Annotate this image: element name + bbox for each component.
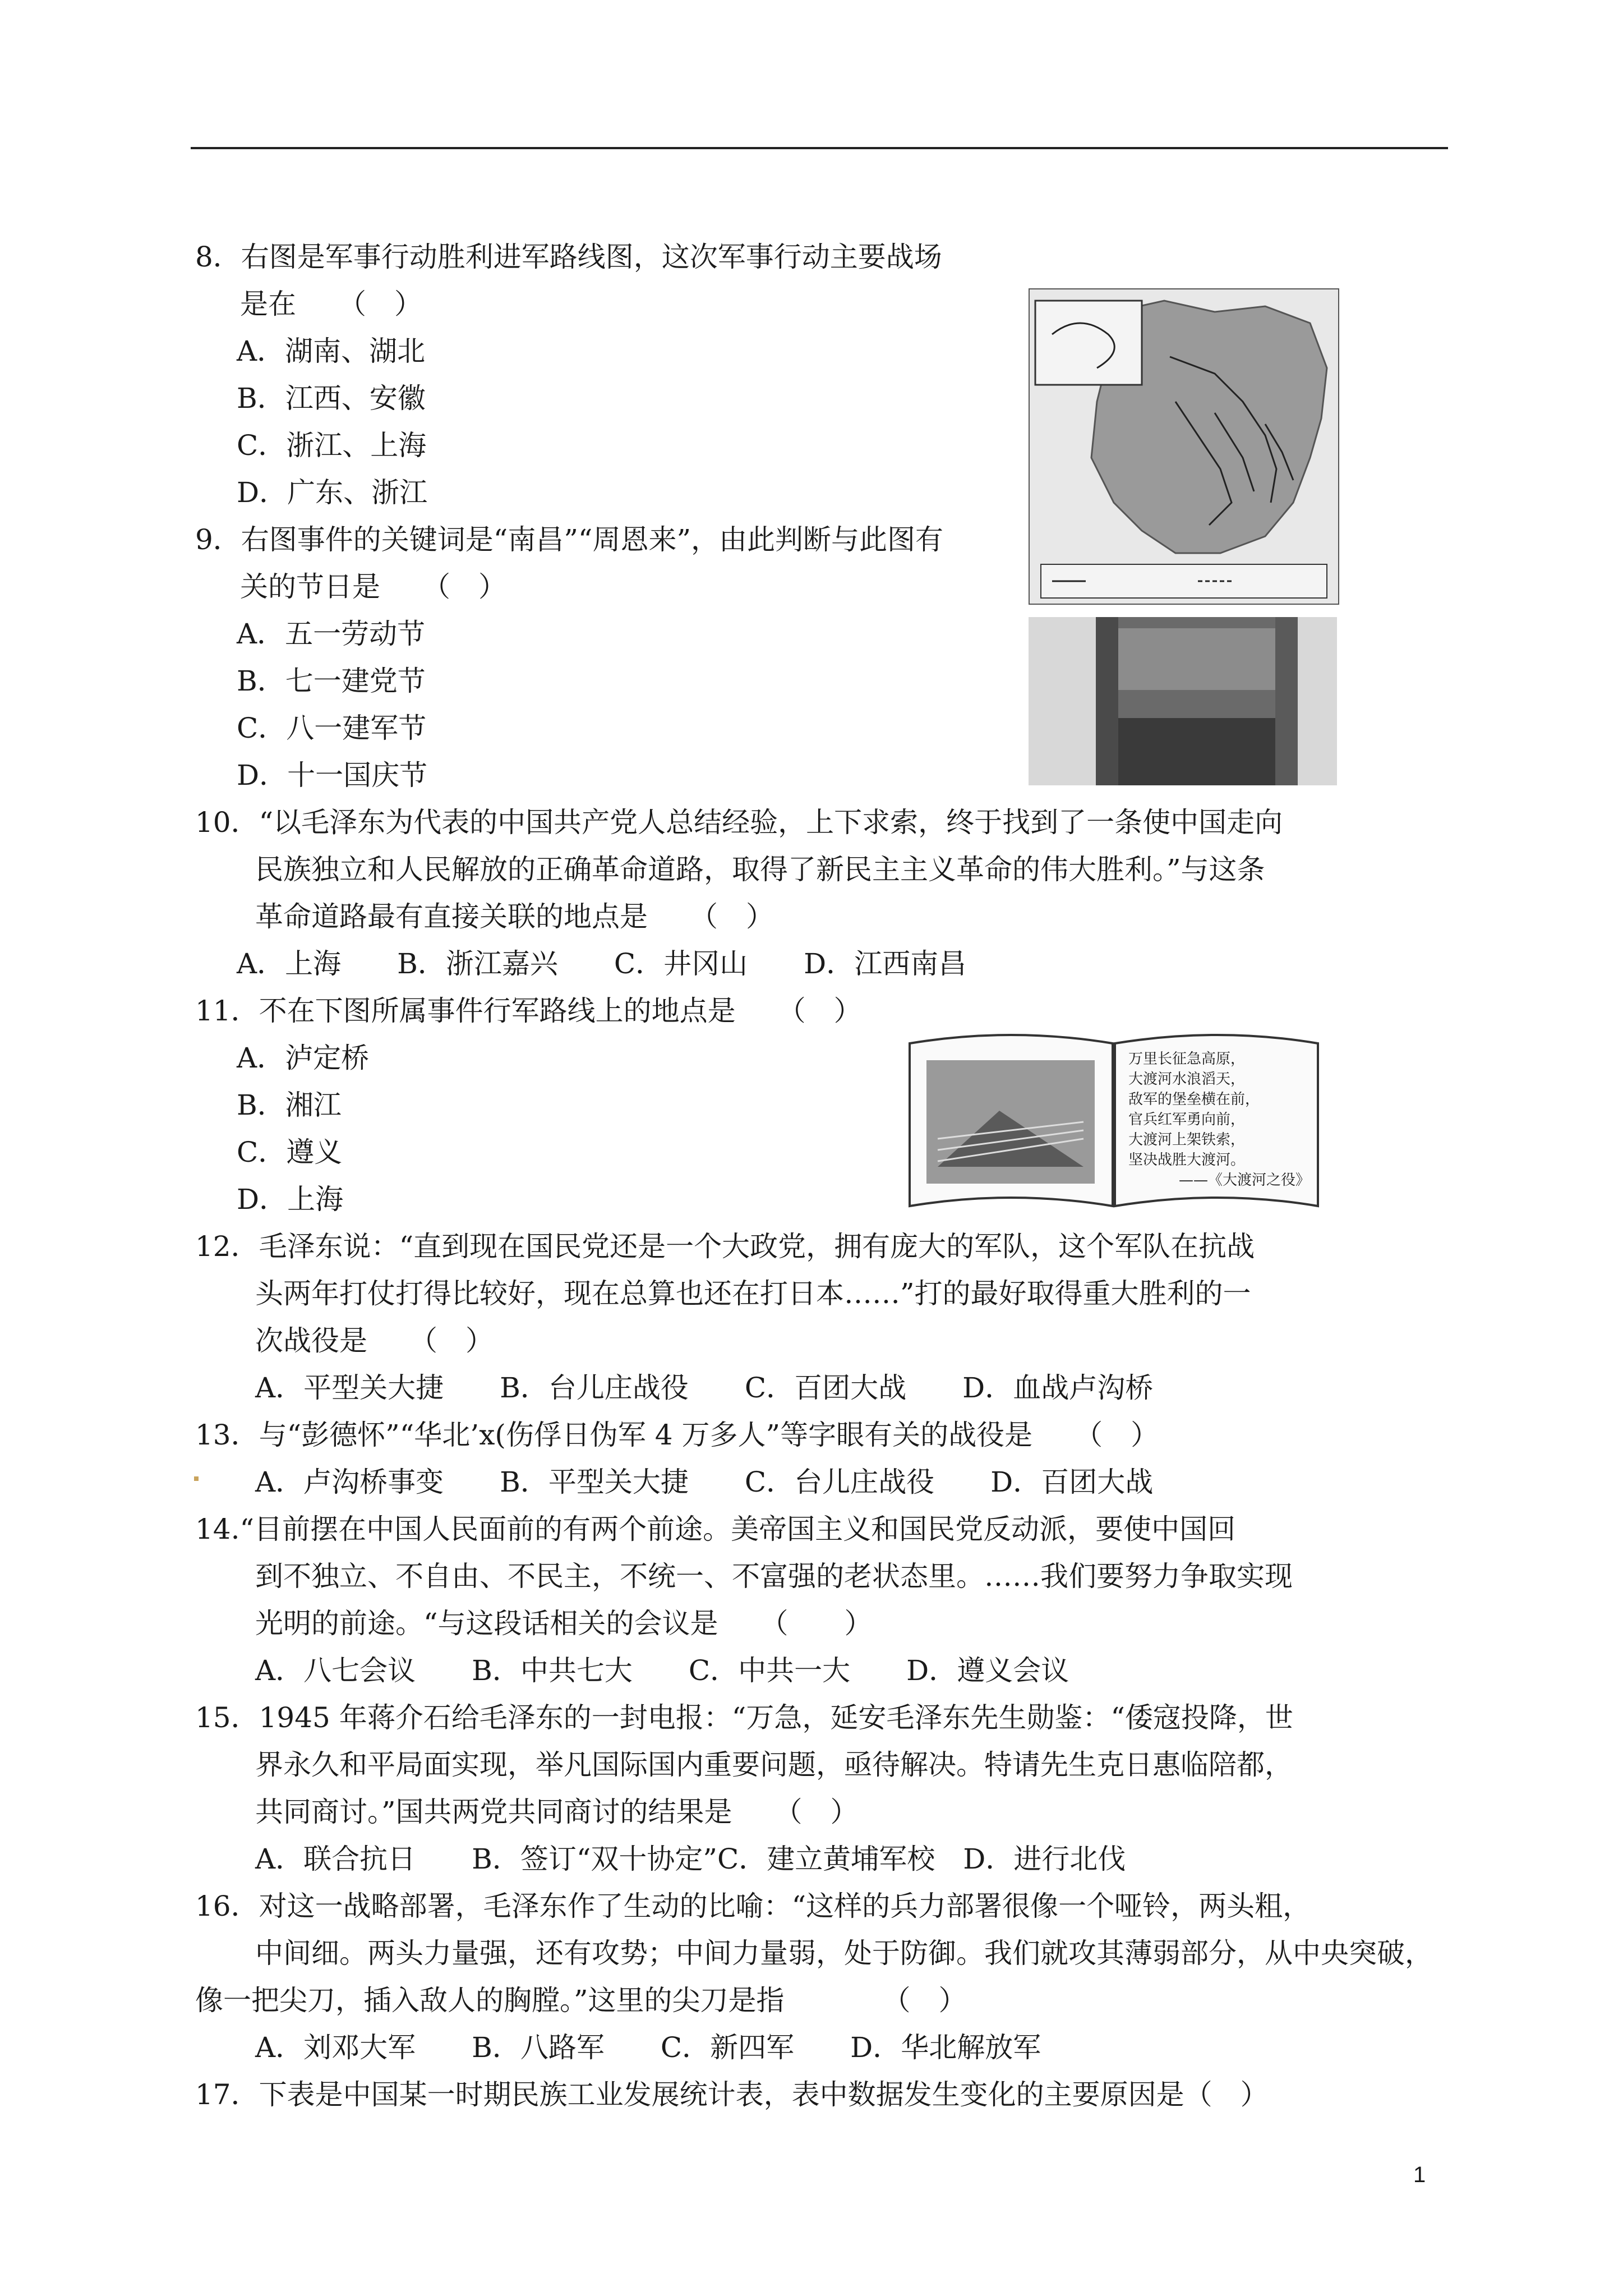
q15-options: A．联合抗日 B．签订“双十协定”C．建立黄埔军校 D．进行北伐 — [255, 1843, 1126, 1875]
q13-stem-line-1: 13．与“彭德怀”“华北’x(伤俘日伪军 4 万多人”等字眼有关的战役是 （ ） — [195, 1419, 1159, 1451]
q15-stem-line-1: 15．1945 年蒋介石给毛泽东的一封电报：“万急，延安毛泽东先生勋鉴：“倭寇投降，世 — [195, 1701, 1293, 1734]
page-number: 1 — [1413, 2162, 1426, 2187]
march-route-map-drawing — [1030, 289, 1338, 604]
q10-stem-line-3: 革命道路最有直接关联的地点是 （ ） — [255, 900, 774, 933]
q14-stem-line-2: 到不独立、不自由、不民主，不统一、不富强的老状态里。……我们要努力争取实现 — [255, 1560, 1293, 1593]
q11-option-a: A．泸定桥 — [237, 1042, 370, 1074]
q14-options: A．八七会议 B．中共七大 C．中共一大 D．遵义会议 — [255, 1654, 1069, 1687]
q14-stem-line-3: 光明的前途。“与这段话相关的会议是 （ ） — [255, 1607, 873, 1640]
q8-option-c: C．浙江、上海 — [237, 429, 427, 462]
q14-stem-line-1: 14.“目前摆在中国人民面前的有两个前途。美帝国主义和国民党反动派，要使中国回 — [195, 1513, 1236, 1545]
book-poem-line-4: 官兵红军勇向前， — [1128, 1111, 1246, 1128]
book-caption: ——《大渡河之役》 — [1179, 1172, 1311, 1189]
q11-option-c: C．遵义 — [237, 1136, 343, 1168]
q8-stem-line-2: 是在 （ ） — [240, 288, 422, 320]
book-poem-line-1: 万里长征急高原， — [1128, 1051, 1246, 1068]
open-book-figure — [904, 1027, 1324, 1212]
q9-option-a: A．五一劳动节 — [237, 618, 426, 650]
q9-option-d: D．十一国庆节 — [237, 759, 428, 792]
q17-stem-line-1: 17．下表是中国某一时期民族工业发展统计表，表中数据发生变化的主要原因是（ ） — [195, 2078, 1269, 2111]
q16-options: A．刘邓大军 B．八路军 C．新四军 D．华北解放军 — [255, 2031, 1041, 2064]
q12-options: A．平型关大捷 B．台儿庄战役 C．百团大战 D．血战卢沟桥 — [255, 1372, 1154, 1404]
book-poem-line-2: 大渡河水浪滔天， — [1128, 1071, 1246, 1088]
q10-stem-line-2: 民族独立和人民解放的正确革命道路，取得了新民主主义革命的伟大胜利。”与这条 — [255, 853, 1265, 886]
book-poem-line-3: 敌军的堡垒横在前， — [1128, 1091, 1260, 1108]
nanchang-uprising-photo — [1029, 617, 1337, 785]
q16-stem-line-2: 中间细。两头力量强，还有攻势；中间力量弱，处于防御。我们就攻其薄弱部分，从中央突破， — [255, 1937, 1433, 1970]
q10-options: A．上海 B．浙江嘉兴 C．井冈山 D．江西南昌 — [237, 947, 967, 980]
nanchang-uprising-photo-drawing — [1029, 617, 1337, 785]
q12-stem-line-3: 次战役是 （ ） — [255, 1324, 494, 1357]
q10-stem-line-1: 10．“以毛泽东为代表的中国共产党人总结经验，上下求索，终于找到了一条使中国走向 — [195, 806, 1283, 839]
header-rule — [191, 147, 1448, 149]
q16-stem-line-3: 像一把尖刀，插入敌人的胸膛。”这里的尖刀是指 （ ） — [195, 1984, 967, 2017]
q8-stem-line-1: 8．右图是军事行动胜利进军路线图，这次军事行动主要战场 — [195, 241, 942, 273]
q15-stem-line-3: 共同商讨。”国共两党共同商讨的结果是 （ ） — [255, 1796, 859, 1828]
q11-option-b: B．湘江 — [237, 1089, 342, 1121]
q12-stem-line-1: 12．毛泽东说：“直到现在国民党还是一个大政党，拥有庞大的军队，这个军队在抗战 — [195, 1230, 1255, 1263]
q12-stem-line-2: 头两年打仗打得比较好，现在总算也还在打日本……”打的最好取得重大胜利的一 — [255, 1277, 1251, 1310]
book-poem-line-6: 坚决战胜大渡河。 — [1128, 1152, 1246, 1168]
q11-option-d: D．上海 — [237, 1183, 344, 1216]
stray-mark — [194, 1476, 199, 1481]
q8-option-a: A．湖南、湖北 — [237, 335, 426, 367]
book-poem-line-5: 大渡河上架铁索， — [1128, 1131, 1246, 1148]
q9-stem-line-2: 关的节日是 （ ） — [240, 570, 506, 603]
q9-option-c: C．八一建军节 — [237, 712, 427, 744]
q8-option-d: D．广东、浙江 — [237, 476, 428, 509]
march-route-map — [1029, 288, 1339, 605]
q15-stem-line-2: 界永久和平局面实现，举凡国际国内重要问题，亟待解决。特请先生克日惠临陪都， — [255, 1749, 1293, 1781]
q13-options: A．卢沟桥事变 B．平型关大捷 C．台儿庄战役 D．百团大战 — [255, 1466, 1154, 1498]
q8-option-b: B．江西、安徽 — [237, 382, 426, 415]
q16-stem-line-1: 16．对这一战略部署，毛泽东作了生动的比喻：“这样的兵力部署很像一个哑铃，两头粗， — [195, 1890, 1311, 1922]
q9-option-b: B．七一建党节 — [237, 665, 426, 697]
q11-stem-line-1: 11．不在下图所属事件行军路线上的地点是 （ ） — [195, 995, 862, 1027]
q9-stem-line-1: 9．右图事件的关键词是“南昌”“周恩来”，由此判断与此图有 — [195, 523, 944, 556]
